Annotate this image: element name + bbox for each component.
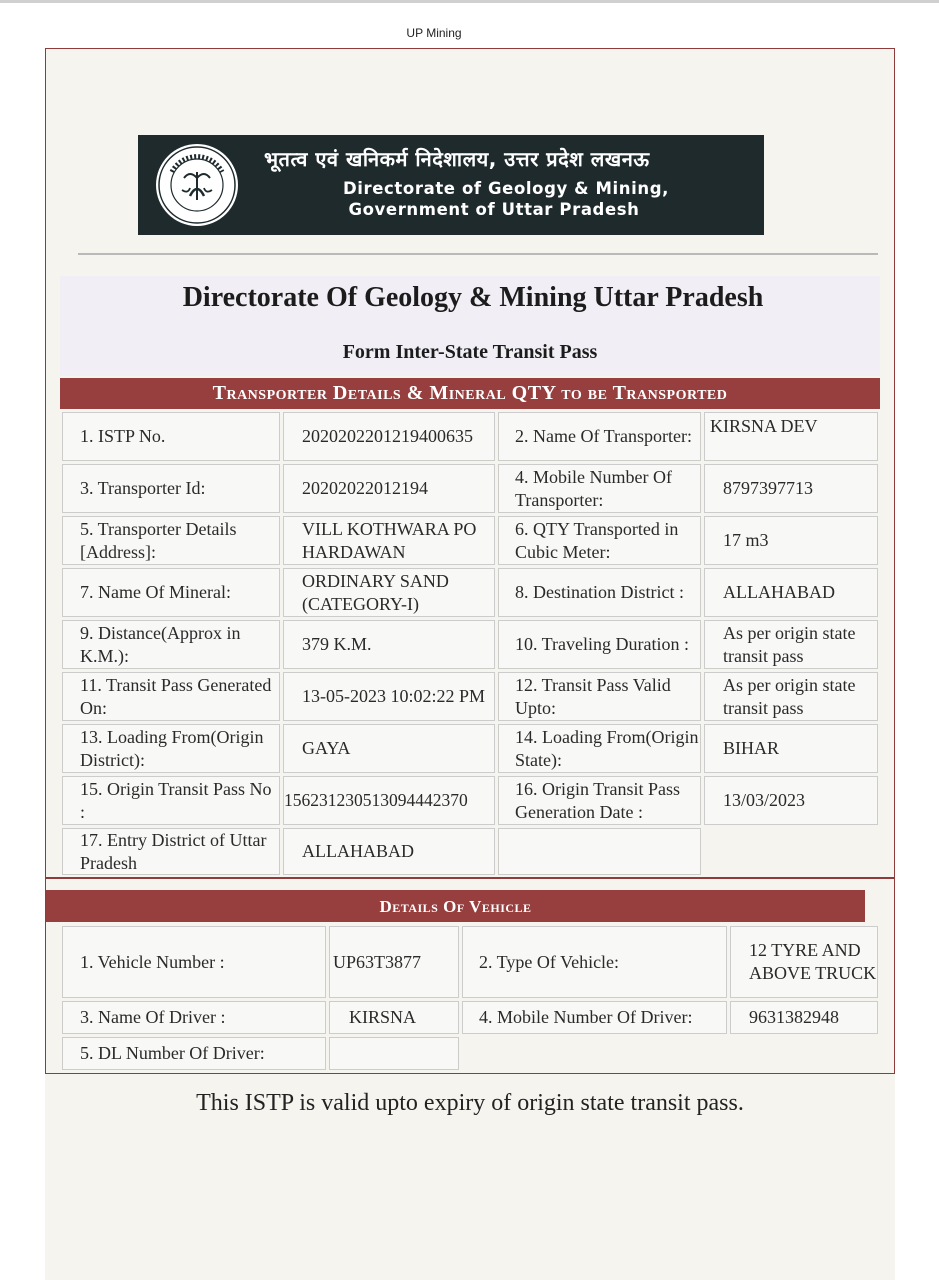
label-driver-name: 3. Name Of Driver : <box>62 1001 326 1034</box>
value-dl-number <box>329 1037 459 1070</box>
value-mineral-name: ORDINARY SAND (CATEGORY-I) <box>283 568 495 617</box>
transporter-section-header: Transporter Details & Mineral QTY to be Transported <box>60 378 880 409</box>
label-traveling-duration: 10. Traveling Duration : <box>498 620 701 669</box>
label-transporter-mobile: 4. Mobile Number Of Transporter: <box>498 464 701 513</box>
value-transporter-address: VILL KOTHWARA PO HARDAWAN <box>283 516 495 565</box>
label-valid-upto: 12. Transit Pass Valid Upto: <box>498 672 701 721</box>
value-transporter-mobile: 8797397713 <box>704 464 878 513</box>
label-transporter-address: 5. Transporter Details [Address]: <box>62 516 280 565</box>
label-origin-district: 13. Loading From(Origin District): <box>62 724 280 773</box>
label-qty-transported: 6. QTY Transported in Cubic Meter: <box>498 516 701 565</box>
label-origin-tp-date: 16. Origin Transit Pass Generation Date : <box>498 776 701 825</box>
up-government-emblem <box>154 142 240 228</box>
label-destination-district: 8. Destination District : <box>498 568 701 617</box>
value-qty-transported: 17 m3 <box>704 516 878 565</box>
validity-note: This ISTP is valid upto expiry of origin state transit pass. <box>196 1090 744 1116</box>
section-divider <box>46 877 894 879</box>
label-transporter-id: 3. Transporter Id: <box>62 464 280 513</box>
label-dl-number: 5. DL Number Of Driver: <box>62 1037 326 1070</box>
value-generated-on: 13-05-2023 10:02:22 PM <box>283 672 495 721</box>
form-subtitle: Form Inter-State Transit Pass <box>342 341 598 363</box>
value-istp-no: 2020202201219400635 <box>283 412 495 461</box>
label-origin-tp-no: 15. Origin Transit Pass No : <box>62 776 280 825</box>
label-generated-on: 11. Transit Pass Generated On: <box>62 672 280 721</box>
banner-english-line1: Directorate of Geology & Mining, <box>342 179 670 198</box>
label-distance: 9. Distance(Approx in K.M.): <box>62 620 280 669</box>
site-title: UP Mining <box>406 26 462 40</box>
vehicle-section-header: Details Of Vehicle <box>46 890 865 922</box>
value-origin-tp-no: 156231230513094442370 <box>283 776 495 825</box>
value-entry-district: ALLAHABAD <box>283 828 495 875</box>
label-driver-mobile: 4. Mobile Number Of Driver: <box>462 1001 727 1034</box>
top-divider <box>0 0 939 3</box>
value-valid-upto: As per origin state transit pass <box>704 672 878 721</box>
label-mineral-name: 7. Name Of Mineral: <box>62 568 280 617</box>
empty-cell <box>498 828 701 875</box>
value-vehicle-type: 12 TYRE AND ABOVE TRUCK <box>730 926 878 998</box>
value-distance: 379 K.M. <box>283 620 495 669</box>
label-entry-district: 17. Entry District of Uttar Pradesh <box>62 828 280 875</box>
header-banner <box>138 135 764 235</box>
value-vehicle-number: UP63T3877 <box>329 926 459 998</box>
label-transporter-name: 2. Name Of Transporter: <box>498 412 701 461</box>
page-title: Directorate Of Geology & Mining Uttar Pradesh <box>182 282 764 313</box>
value-traveling-duration: As per origin state transit pass <box>704 620 878 669</box>
value-origin-state: BIHAR <box>704 724 878 773</box>
label-origin-state: 14. Loading From(Origin State): <box>498 724 701 773</box>
value-transporter-id: 20202022012194 <box>283 464 495 513</box>
value-transporter-name: KIRSNA DEV <box>704 412 878 461</box>
label-vehicle-type: 2. Type Of Vehicle: <box>462 926 727 998</box>
label-istp-no: 1. ISTP No. <box>62 412 280 461</box>
heading-divider <box>78 253 878 255</box>
value-driver-mobile: 9631382948 <box>730 1001 878 1034</box>
value-driver-name: KIRSNA <box>329 1001 459 1034</box>
value-destination-district: ALLAHABAD <box>704 568 878 617</box>
banner-english-line2: Government of Uttar Pradesh <box>348 200 640 219</box>
value-origin-tp-date: 13/03/2023 <box>704 776 878 825</box>
value-origin-district: GAYA <box>283 724 495 773</box>
label-vehicle-number: 1. Vehicle Number : <box>62 926 326 998</box>
banner-hindi-title: भूतत्व एवं खनिकर्म निदेशालय, उत्तर प्रदेश लखनऊ <box>264 147 650 171</box>
